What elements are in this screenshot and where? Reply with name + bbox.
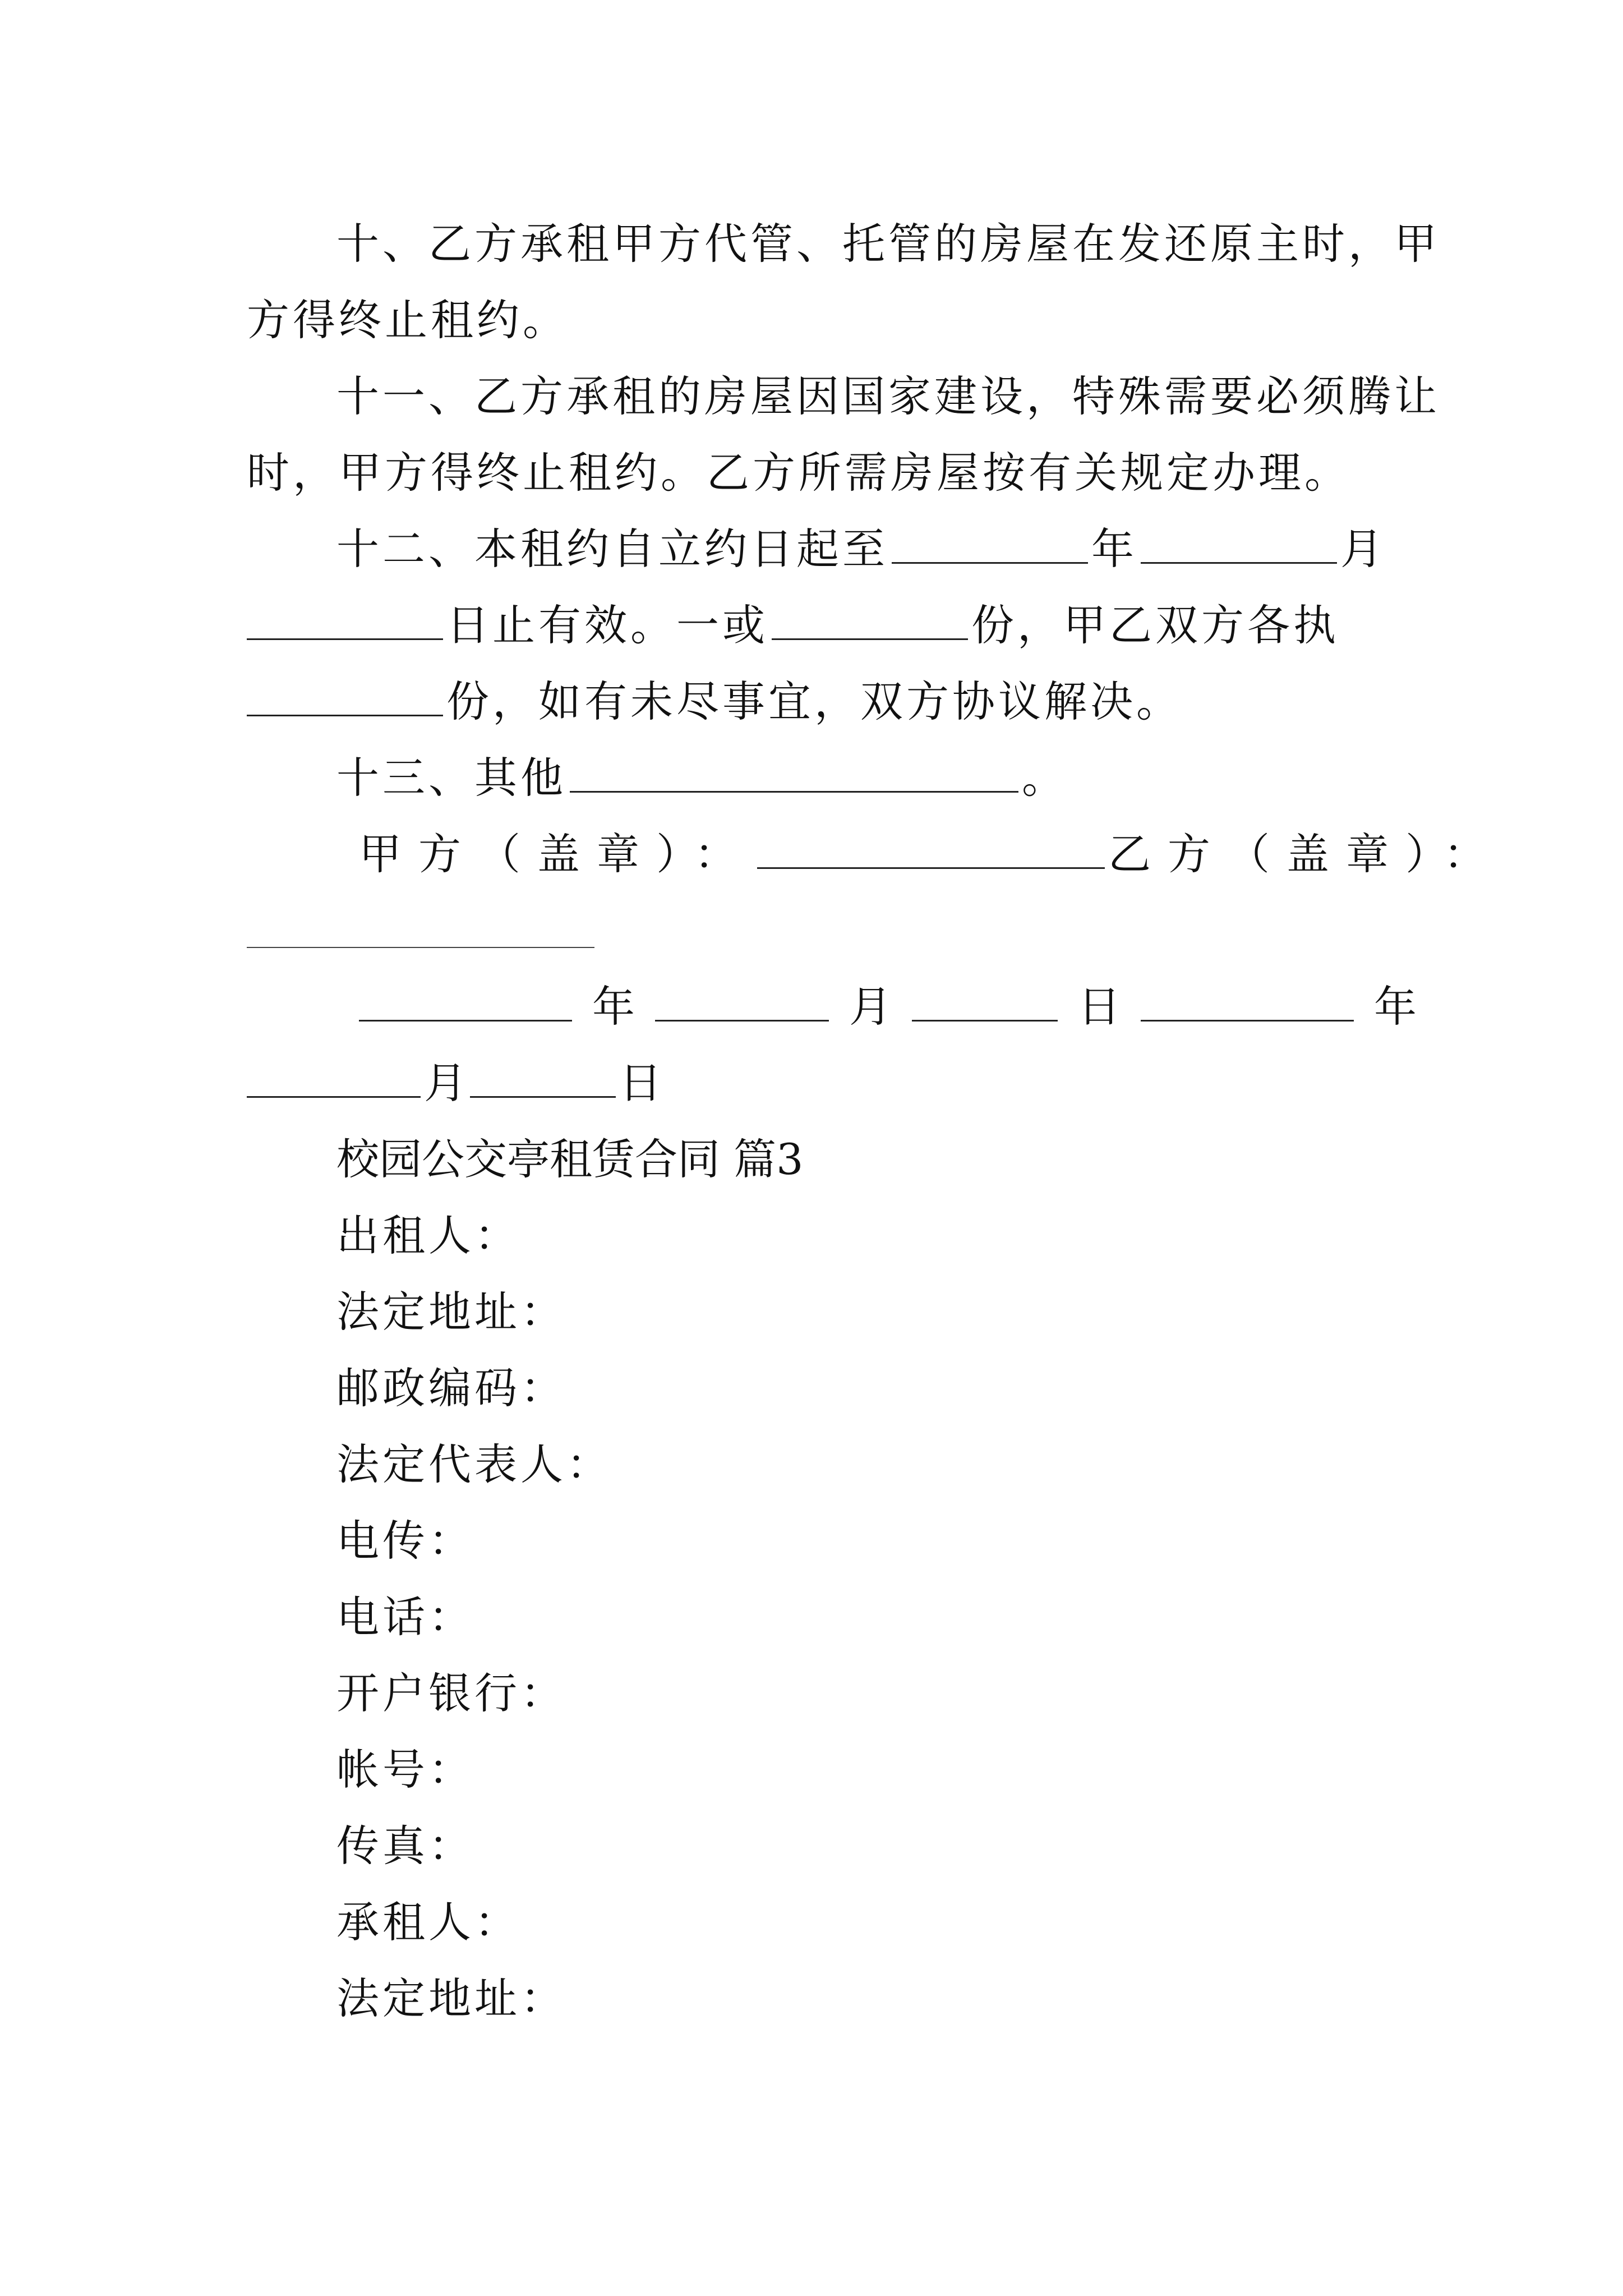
field-bank [247,1657,1380,1730]
field-lessee-address [247,1962,1380,2035]
party-a-month-label: 月 [849,982,892,1032]
field-telex [247,1504,1380,1577]
field-lessee-label: 承租人： [336,1897,520,1947]
section-3-title [247,1123,1380,1196]
signature-line [247,818,1503,891]
date-line-2 [247,1047,1380,1120]
field-legal-representative-label: 法定代表人： [336,1439,612,1489]
other-terms-blank[interactable] [570,755,1018,793]
clause-13-text-b: 。 [1022,753,1068,803]
party-b-day-label: 日 [619,1058,662,1108]
clause-10-line-1 [247,208,1440,280]
field-lessor-address [247,1276,1380,1349]
end-year-blank[interactable] [892,526,1088,564]
field-phone [247,1581,1380,1654]
field-phone-label: 电话： [336,1592,474,1642]
copies-total-blank[interactable] [772,602,968,640]
party-a-year-label: 年 [592,982,635,1032]
field-telex-label: 电传： [336,1516,474,1566]
copies-each-blank[interactable] [247,679,443,716]
party-a-day-blank[interactable] [912,984,1058,1022]
party-a-month-blank[interactable] [655,984,829,1022]
clause-10-text-1: 十、乙方承租甲方代管、托管的房屋在发还原主时，甲 [336,219,1440,269]
party-b-seal-label: 乙方（盖章）： [1108,829,1503,879]
field-legal-representative [247,1428,1380,1501]
field-lessor-label: 出租人： [336,1211,520,1260]
clause-11-text-2: 时，甲方得终止租约。乙方所需房屋按有关规定办理。 [247,448,1350,498]
end-month-blank[interactable] [1141,526,1337,564]
field-postal-code [247,1352,1380,1425]
date-line [247,970,1417,1043]
clause-12-text-a: 十二、本租约自立约日起至 [336,524,888,574]
clause-12-line-1 [247,513,1386,586]
party-b-month-label: 月 [424,1058,467,1108]
clause-11-text-1: 十一、乙方承租的房屋因国家建设，特殊需要必须腾让 [336,371,1440,421]
clause-12-text-3: 份，如有未尽事宜，双方协议解决。 [446,677,1182,726]
field-account-label: 帐号： [336,1745,474,1795]
clause-11-line-2 [247,436,1380,509]
party-a-seal-blank[interactable] [757,831,1105,869]
clause-12-month-label: 月 [1340,524,1386,574]
field-lessee-address-label: 法定地址： [336,1973,566,2023]
clause-13-text-a: 十三、其他 [336,753,566,803]
party-b-day-blank[interactable] [470,1060,616,1098]
clause-12-line-2 [247,589,1380,662]
clause-10-line-2 [247,284,1380,357]
field-lessee [247,1886,1380,1959]
field-lessor-address-label: 法定地址： [336,1287,566,1337]
field-postal-code-label: 邮政编码： [336,1363,566,1413]
field-fax [247,1810,1380,1883]
field-lessor [247,1199,1380,1272]
clause-11-line-1 [247,360,1440,433]
party-b-year-blank[interactable] [1141,984,1354,1022]
clause-12-line-3 [247,665,1380,738]
clause-10-text-2: 方得终止租约。 [247,295,569,345]
party-a-year-blank[interactable] [359,984,572,1022]
party-a-day-label: 日 [1078,982,1121,1032]
clause-12-text-copies: 份，甲乙双方各执 [971,600,1339,650]
field-account [247,1733,1380,1806]
clause-12-year-label: 年 [1091,524,1137,574]
party-b-year-label: 年 [1374,982,1417,1032]
clause-12-text-day: 日止有效。一或 [446,600,768,650]
clause-13-line [247,742,1380,815]
section-3-title-text: 校园公交亭租赁合同 篇3 [336,1134,804,1184]
party-a-seal-label: 甲方（盖章）： [359,829,754,879]
field-fax-label: 传真： [336,1821,474,1871]
party-b-month-blank[interactable] [247,1060,421,1098]
field-bank-label: 开户银行： [336,1668,566,1718]
party-b-seal-blank[interactable] [247,947,594,948]
end-day-blank[interactable] [247,602,443,640]
